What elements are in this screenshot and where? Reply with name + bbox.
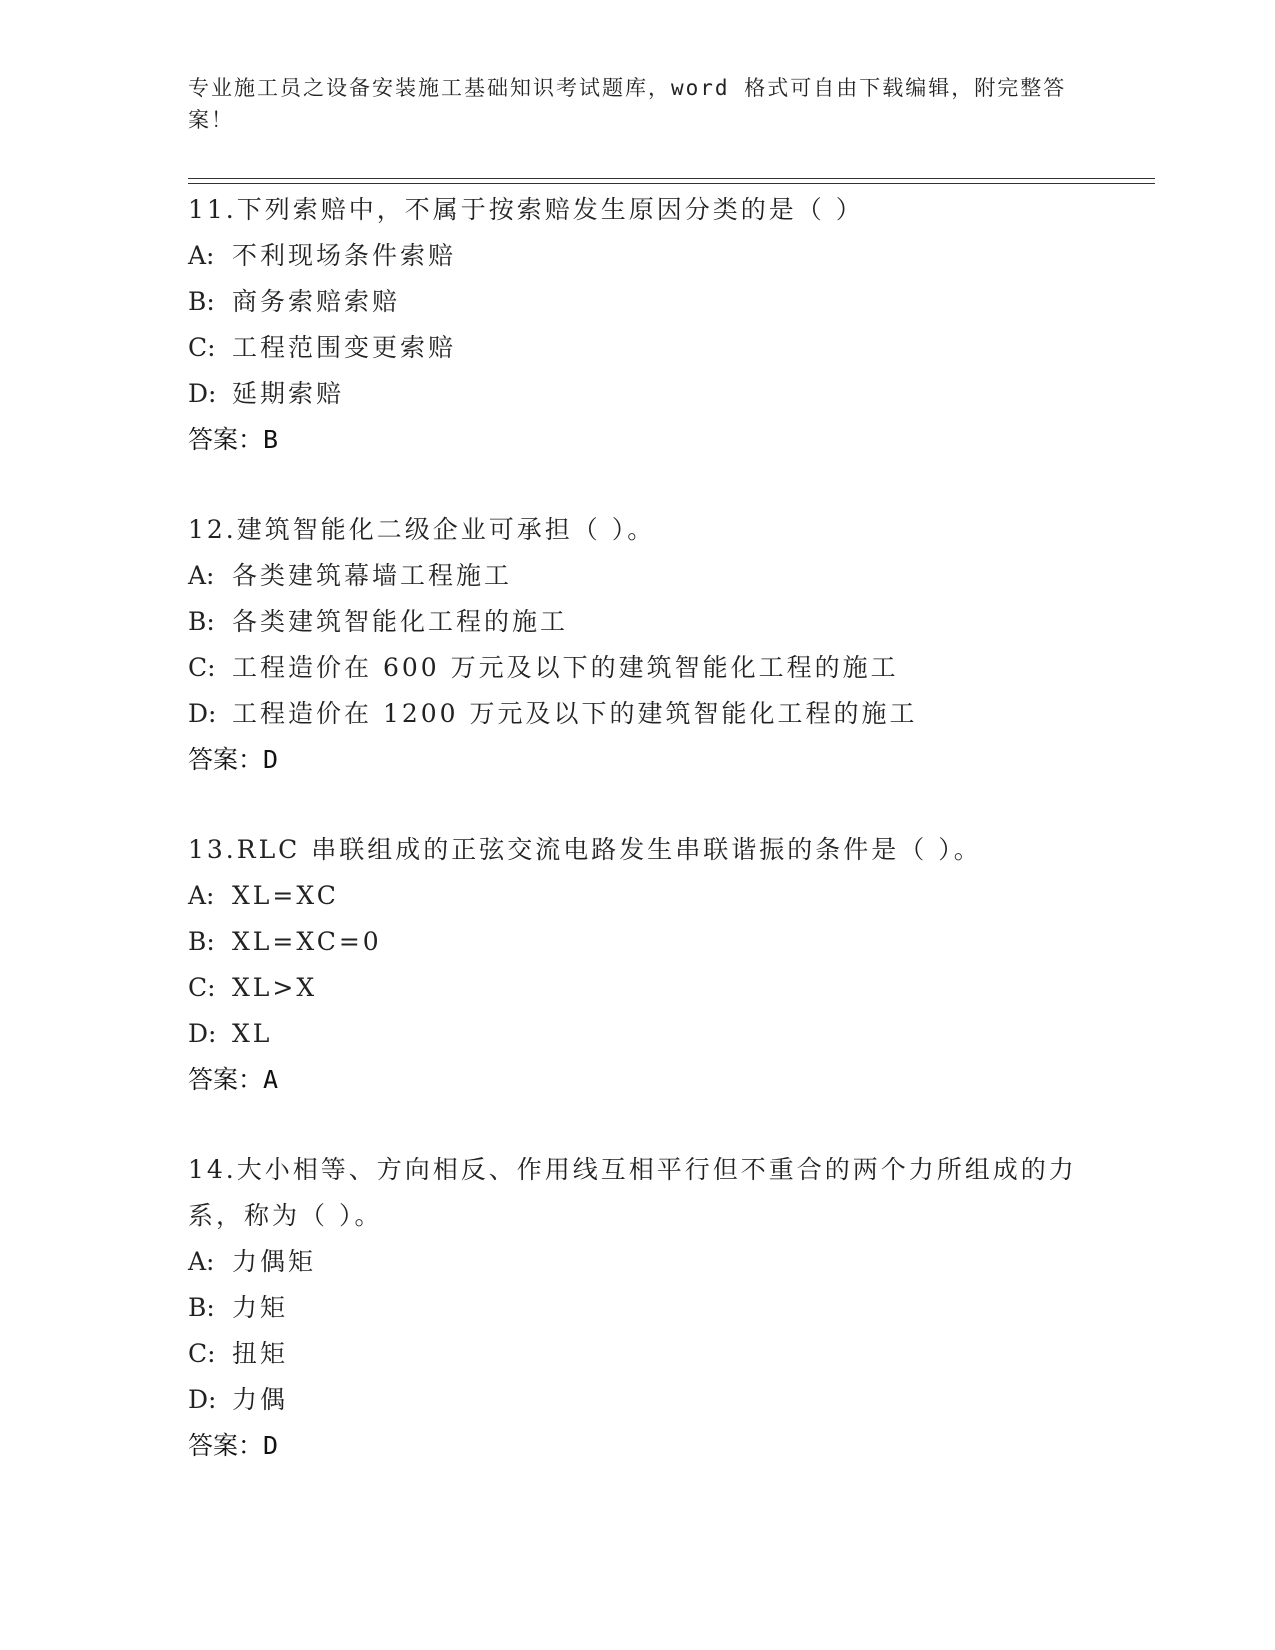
answer-label: 答案：	[188, 425, 264, 454]
option-letter: B:	[188, 927, 215, 956]
question-stem: 14.大小相等、方向相反、作用线互相平行但不重合的两个力所组成的力系，称为（ ）。	[188, 1155, 1077, 1230]
option-letter: A:	[188, 561, 215, 590]
option-text: 力矩	[232, 1293, 289, 1322]
question-stem: 12.建筑智能化二级企业可承担（ ）。	[188, 515, 656, 544]
option-text: 工程范围变更索赔	[232, 333, 457, 362]
header-divider-top	[188, 178, 1155, 179]
option-d	[188, 691, 1088, 737]
option-a	[188, 873, 1088, 919]
option-b	[188, 279, 1088, 325]
option-letter: C:	[188, 973, 216, 1002]
option-text: 力偶矩	[232, 1247, 317, 1276]
answer-line	[188, 417, 1088, 463]
option-text: XL=XC	[232, 881, 339, 910]
answer-value: D	[263, 745, 279, 774]
option-b	[188, 1285, 1088, 1331]
option-b	[188, 919, 1088, 965]
option-a	[188, 553, 1088, 599]
header-divider-bottom	[188, 183, 1155, 184]
option-letter: C:	[188, 1339, 216, 1368]
option-text: 工程造价在 1200 万元及以下的建筑智能化工程的施工	[232, 699, 918, 728]
answer-line	[188, 737, 1088, 783]
document-intro: 专业施工员之设备安装施工基础知识考试题库，word 格式可自由下载编辑，附完整答案！	[188, 76, 1067, 132]
option-letter: D:	[188, 379, 217, 408]
answer-line	[188, 1423, 1088, 1469]
answer-label: 答案：	[188, 1431, 264, 1460]
question-stem: 11.下列索赔中，不属于按索赔发生原因分类的是（ ）	[188, 195, 864, 224]
option-text: 不利现场条件索赔	[232, 241, 457, 270]
option-text: 力偶	[232, 1385, 289, 1414]
answer-value: A	[263, 1065, 279, 1094]
question-14	[188, 1147, 1088, 1469]
option-letter: A:	[188, 881, 215, 910]
option-text: 扭矩	[232, 1339, 289, 1368]
question-stem: 13.RLC 串联组成的正弦交流电路发生串联谐振的条件是（ ）。	[188, 835, 982, 864]
option-letter: C:	[188, 653, 216, 682]
option-letter: B:	[188, 607, 215, 636]
option-text: 商务索赔索赔	[232, 287, 401, 316]
option-letter: C:	[188, 333, 216, 362]
option-a	[188, 1239, 1088, 1285]
option-d	[188, 1011, 1088, 1057]
option-letter: B:	[188, 1293, 215, 1322]
option-c	[188, 1331, 1088, 1377]
option-letter: D:	[188, 699, 217, 728]
option-d	[188, 371, 1088, 417]
option-letter: B:	[188, 287, 215, 316]
option-text: XL	[232, 1019, 273, 1048]
option-letter: D:	[188, 1019, 217, 1048]
option-text: XL=XC=0	[232, 927, 382, 956]
option-text: 工程造价在 600 万元及以下的建筑智能化工程的施工	[232, 653, 899, 682]
option-d	[188, 1377, 1088, 1423]
answer-value: B	[263, 425, 279, 454]
option-a	[188, 233, 1088, 279]
option-text: 各类建筑幕墙工程施工	[232, 561, 513, 590]
question-13	[188, 827, 1088, 1103]
option-b	[188, 599, 1088, 645]
option-text: XL>X	[232, 973, 318, 1002]
option-c	[188, 965, 1088, 1011]
option-letter: D:	[188, 1385, 217, 1414]
option-c	[188, 645, 1088, 691]
question-12	[188, 507, 1088, 783]
option-letter: A:	[188, 1247, 215, 1276]
option-text: 延期索赔	[232, 379, 345, 408]
answer-value: D	[263, 1431, 279, 1460]
option-c	[188, 325, 1088, 371]
option-letter: A:	[188, 241, 215, 270]
answer-label: 答案：	[188, 1065, 264, 1094]
question-11	[188, 187, 1088, 463]
answer-line	[188, 1057, 1088, 1103]
option-text: 各类建筑智能化工程的施工	[232, 607, 569, 636]
answer-label: 答案：	[188, 745, 264, 774]
